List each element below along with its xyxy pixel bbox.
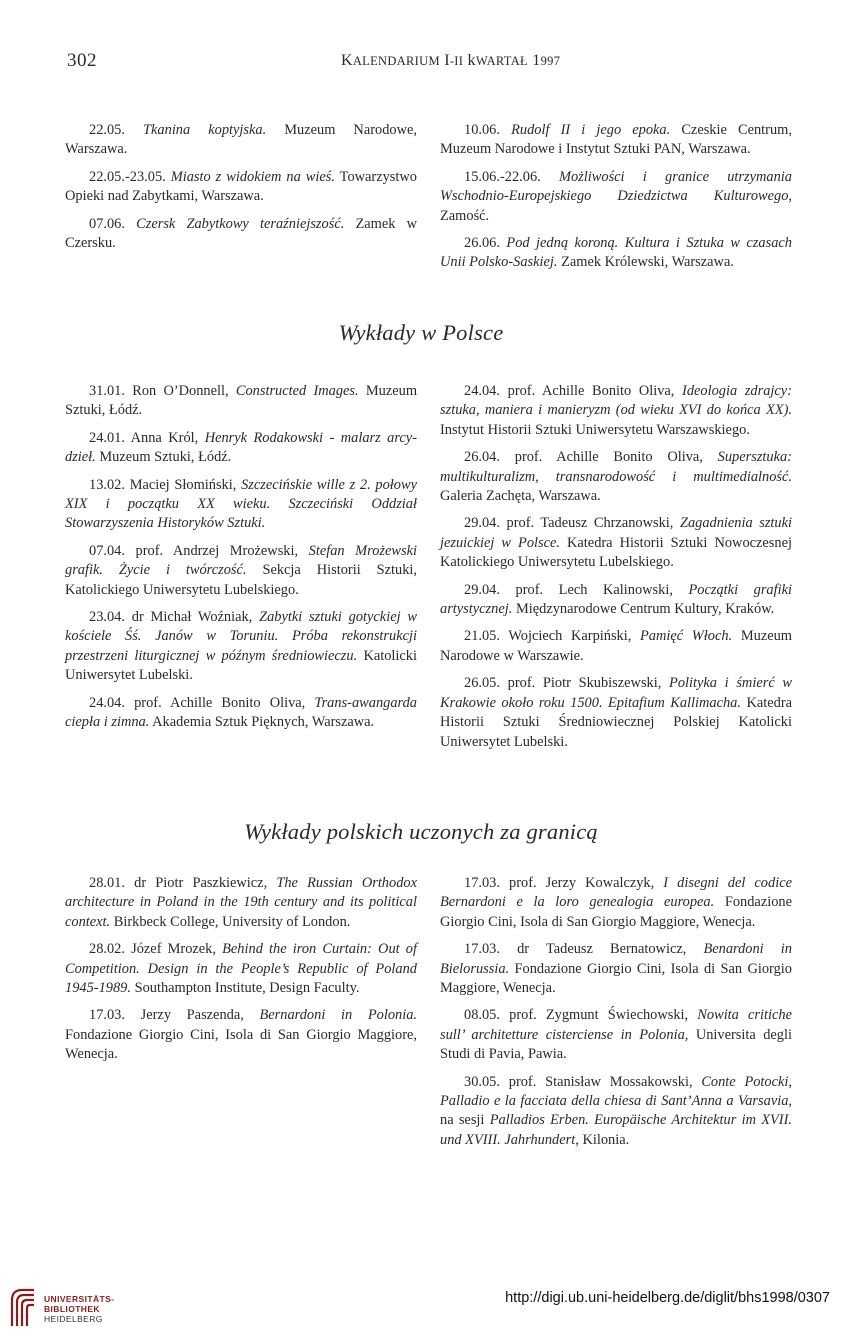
- entry-date: 21.05.: [464, 628, 500, 645]
- entry-title: Ideologia zdrajcy: sztuka, maniera i manieryzm (od wieku XVI do końca XX).: [440, 383, 792, 419]
- entry-date: 29.04.: [464, 581, 500, 598]
- entry-title: The Russian Orthodox architecture in Poland in the 19th century and its political context.: [65, 875, 417, 930]
- entry-title: Constructed Images.: [235, 383, 359, 399]
- entry: [440, 627, 792, 666]
- entry-venue: Fondazione Giorgio Cini, Isola di San Giorgio Maggiore, Wenecja.: [65, 1026, 417, 1063]
- entry-venue: Muzeum Narodowe, Warszawa.: [65, 122, 417, 158]
- entry-title: Rudolf II i jego epoka.: [511, 122, 671, 138]
- entry-title: Polityka i śmierć w Krakowie około roku 1500. Epitafium Kallimacha.: [440, 675, 792, 711]
- lectures-abroad-right-column: [440, 874, 792, 1158]
- entry-author: dr Michał Woźniak,: [131, 609, 253, 626]
- section-heading-lectures-poland: Wykłady w Polsce: [338, 320, 504, 345]
- entry-date: 24.04.: [464, 383, 500, 399]
- entry-title: Tkanina koptyjska.: [143, 122, 267, 138]
- entry-venue: Katedra Historii Sztuki Nowoczesnej Katolickiego Uniwersytetu Lubelskiego.: [440, 534, 792, 571]
- entry-date: 28.01.: [89, 875, 125, 891]
- digital-library-url-link[interactable]: http://digi.ub.uni-heidelberg.de/diglit/bhs1998/0307: [505, 1290, 830, 1306]
- entry-author: Anna Król,: [130, 429, 199, 446]
- lectures-poland-left-column: [65, 382, 417, 741]
- entry-date: 10.06.: [464, 122, 500, 138]
- entry-author: prof. Achille Bonito Oliva,: [507, 383, 675, 399]
- entry-date: 15.06.-22.06.: [464, 168, 541, 185]
- entry-venue: Akademia Sztuk Pięknych, Warszawa.: [152, 714, 375, 731]
- entry: [440, 382, 792, 440]
- entry-venue: Instytut Historii Sztuki Uniwersytetu Warszawskiego.: [440, 421, 750, 438]
- entry-author: Ron O’Donnell,: [132, 383, 229, 399]
- entry-venue: Muzeum Sztuki, Łódź.: [65, 383, 418, 419]
- entry-title: Conte Potocki, Palladio e la facciata della chiesa di Sant’Anna a Varsavia,: [440, 1073, 792, 1110]
- entry-title: Nowita critiche sull’ architetture cisterciense in Polonia,: [440, 1007, 792, 1043]
- entry: [440, 234, 792, 273]
- entry-venue: Universita degli Studi di Pavia, Pawia.: [440, 1026, 792, 1063]
- entry-date: 30.05.: [464, 1073, 500, 1090]
- entry: [65, 382, 417, 421]
- entry: [440, 121, 792, 160]
- entry: [440, 1073, 792, 1151]
- entry: [65, 542, 417, 600]
- entry: [65, 168, 417, 207]
- entry-date: 17.03.: [464, 941, 500, 958]
- entry-author: prof. Tadeusz Chrzanowski,: [506, 515, 674, 532]
- entry-date: 31.01.: [89, 383, 125, 399]
- page-number: 302: [67, 50, 97, 71]
- entry-title: Szczecińskie wille z 2. połowy XIX i początku XX wieku. Szczeciński Oddział Stowarzyszenia Historyków Sztuki.: [65, 476, 417, 532]
- entry-title: Trans-awangarda ciepła i zimna.: [65, 694, 417, 731]
- entry-title: Pamięć Włoch.: [640, 628, 733, 645]
- entry-venue: Zamek Królewski, Warszawa.: [561, 254, 734, 271]
- entry-title: Zabytki sztuki gotyckiej w kościele Śś. Janów w Toruniu. Próba rekonstrukcji przestrzeni liturgicznej w późnym średniowieczu.: [65, 609, 417, 664]
- section-heading-lectures-abroad: Wykłady polskich uczonych za granicą: [244, 819, 598, 844]
- entry-author: dr Piotr Paszkiewicz,: [134, 875, 268, 891]
- entry-date: 07.04.: [89, 542, 125, 559]
- entry-author: prof. Stanisław Mossakowski,: [508, 1073, 693, 1090]
- entry-title: Henryk Rodakowski - malarz arcy-dzieł.: [65, 429, 417, 466]
- entry-venue: Czeskie Centrum, Muzeum Narodowe i Instytut Sztuki PAN, Warszawa.: [440, 122, 792, 158]
- entry-date: 13.02.: [89, 476, 125, 493]
- entry-author: Maciej Słomiński,: [129, 476, 237, 493]
- entry-author: Wojciech Karpiński,: [508, 628, 632, 645]
- entry-date: 24.04.: [89, 694, 125, 711]
- entry-author: prof. Zygmunt Świechowski,: [509, 1007, 689, 1024]
- entry: [65, 874, 417, 932]
- entry-date: 08.05.: [464, 1007, 500, 1024]
- entry-date: 22.05.: [89, 122, 125, 138]
- entry: [65, 940, 417, 998]
- entry-author: prof. Andrzej Mrożewski,: [135, 542, 299, 559]
- entry: [65, 121, 417, 160]
- entry-title: Benardoni in Bielorussia.: [440, 941, 792, 977]
- entry-venue: Katolicki Uniwersytet Lubelski.: [65, 647, 417, 684]
- entry-date: 28.02.: [89, 941, 125, 958]
- entry-venue: Birkbeck College, University of London.: [113, 913, 351, 930]
- entry: [440, 1006, 792, 1064]
- entry-venue: na sesji: [440, 1112, 485, 1129]
- entry-venue: Kilonia.: [582, 1131, 630, 1148]
- entry-title: Palladios Erben. Europäische Architektur im XVII. und XVIII. Jahrhundert,: [440, 1112, 792, 1148]
- entry: [65, 608, 417, 686]
- entry-author: Józef Mrozek,: [131, 941, 216, 958]
- entry: [65, 1006, 417, 1064]
- entry-author: prof. Piotr Skubiszewski,: [507, 675, 662, 692]
- entry-venue: Zamek w Czersku.: [65, 215, 417, 252]
- entry-author: prof. Lech Kalinowski,: [515, 581, 673, 598]
- entry-venue: Fondazione Giorgio Cini, Isola di San Giorgio Maggiore, Wenecja.: [440, 960, 792, 997]
- entry: [440, 448, 792, 506]
- entry-title: Początki grafiki artystycznej.: [440, 581, 792, 618]
- entry: [440, 168, 792, 226]
- entry-venue: Międzynarodowe Centrum Kultury, Kraków.: [515, 601, 775, 618]
- library-logo: [8, 1284, 138, 1332]
- entry: [65, 694, 417, 733]
- library-emblem-icon: [8, 1286, 38, 1330]
- entry-venue: Muzeum Narodowe w Warszawie.: [440, 628, 792, 664]
- entry-title: Bernardoni in Polonia.: [259, 1007, 417, 1024]
- entry-venue: Fondazione Giorgio Cini, Isola di San Giorgio Maggiore, Wenecja.: [440, 894, 792, 930]
- entry-author: prof. Achille Bonito Oliva,: [514, 449, 703, 466]
- entry-author: prof. Jerzy Kowalczyk,: [509, 875, 655, 891]
- entry-date: 26.06.: [464, 235, 500, 252]
- entry-title: Behind the iron Curtain: Out of Competition. Design in the People’s Republic of Poland 1945-1989.: [65, 941, 417, 997]
- entry-author: dr Tadeusz Bernatowicz,: [517, 941, 687, 958]
- entry-author: Jerzy Paszenda,: [140, 1007, 244, 1024]
- entry-venue: Towarzystwo Opieki nad Zabytkami, Warszawa.: [65, 168, 417, 205]
- entry-date: 23.04.: [89, 609, 125, 626]
- top-right-column: [440, 121, 792, 281]
- library-name-line1: UNIVERSITÄTS-: [44, 1294, 115, 1304]
- entry-date: 26.04.: [464, 449, 500, 466]
- entry-title: Supersztuka: multikulturalizm, transnarodowość i multimedialność.: [440, 449, 792, 485]
- entry-date: 26.05.: [464, 675, 500, 692]
- entry-date: 24.01.: [89, 429, 125, 446]
- entry: [440, 514, 792, 572]
- entry: [65, 429, 417, 468]
- entry-venue: Southampton Institute, Design Faculty.: [134, 980, 360, 997]
- entry: [440, 581, 792, 620]
- entry-date: 07.06.: [89, 215, 125, 232]
- top-left-column: [65, 121, 417, 261]
- entry-title: Czersk Zabytkowy teraźniejszość.: [136, 215, 345, 232]
- entry: [65, 476, 417, 534]
- entry-venue: Galeria Zachęta, Warszawa.: [440, 488, 601, 505]
- lectures-poland-right-column: [440, 382, 792, 760]
- entry-venue: Sekcja Historii Sztuki, Katolickiego Uniwersytetu Lubelskiego.: [65, 562, 417, 598]
- library-name-line2: BIBLIOTHEK: [44, 1304, 100, 1314]
- entry-author: prof. Achille Bonito Oliva,: [134, 694, 306, 711]
- entry-title: Pod jedną koroną. Kultura i Sztuka w czasach Unii Polsko-Saskiej.: [440, 235, 792, 271]
- entry-date: 17.03.: [89, 1007, 125, 1024]
- library-city: HEIDELBERG: [44, 1314, 103, 1324]
- entry-title: I disegni del codice Bernardoni e la loro genealogia europea.: [440, 875, 792, 911]
- entry: [440, 940, 792, 998]
- entry-venue: Katedra Historii Sztuki Średniowiecznej Polskiej Katolicki Uniwersytet Lubelski.: [440, 694, 792, 750]
- entry-date: 22.05.-23.05.: [89, 168, 166, 185]
- entry-venue: Muzeum Sztuki, Łódź.: [99, 449, 232, 466]
- entry-venue: Zamość.: [440, 207, 490, 224]
- entry-title: Możliwości i granice utrzymania Wschodnio-Europejskiego Dziedzictwa Kulturowego,: [440, 168, 792, 205]
- entry-date: 29.04.: [464, 515, 500, 532]
- running-head: KALENDARIUM I-II kWARTAŁ 1997: [341, 52, 561, 69]
- entry-title: Zagadnienia sztuki jezuickiej w Polsce.: [440, 515, 793, 551]
- entry: [440, 674, 792, 752]
- entry-date: 17.03.: [464, 875, 500, 891]
- entry-title: Stefan Mrożewski grafik. Życie i twórczość.: [65, 542, 417, 579]
- entry: [440, 874, 792, 932]
- entry: [65, 215, 417, 254]
- entry-title: Miasto z widokiem na wieś.: [170, 168, 335, 185]
- lectures-abroad-left-column: [65, 874, 417, 1073]
